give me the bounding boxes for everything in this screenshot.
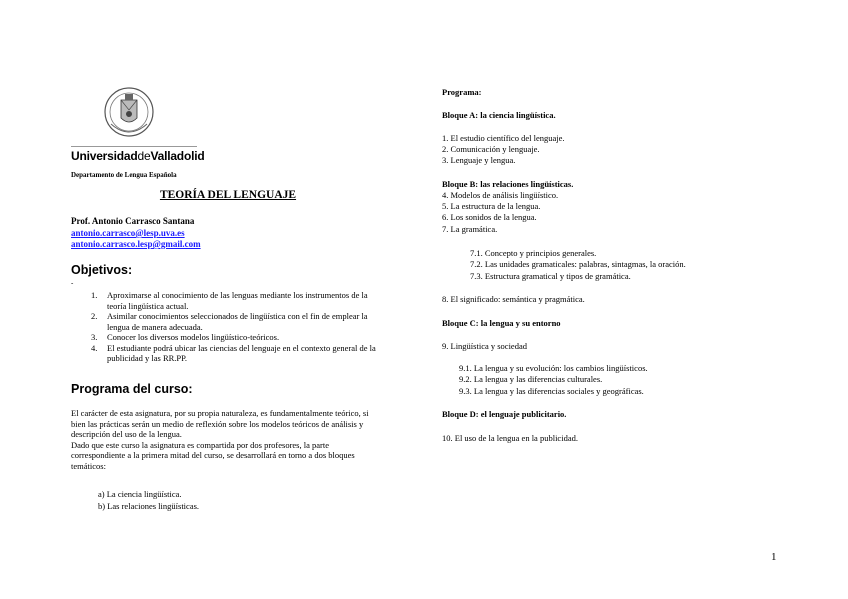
- list-item: 2. Comunicación y lenguaje.: [442, 144, 540, 154]
- course-title: TEORÍA DEL LENGUAJE: [159, 189, 297, 201]
- programa-curso-paragraph: [71, 408, 383, 472]
- university-seal-logo: [103, 84, 155, 144]
- programa-heading: Programa:: [442, 87, 482, 97]
- list-item: 9. Lingüística y sociedad: [442, 341, 527, 351]
- list-item: 4. El estudiante podrá ubicar las ciencias del lenguaje en el contexto general de la publicidad y las RR.PP.: [91, 342, 376, 363]
- list-item: 7. La gramática.: [442, 224, 498, 234]
- list-item: b) Las relaciones lingüísticas.: [98, 501, 200, 511]
- list-item: 9.3. La lengua y las diferencias sociales y geográficas.: [459, 386, 644, 396]
- objetivos-dash: -: [71, 279, 74, 287]
- list-item: 3. Lenguaje y lengua.: [442, 155, 516, 165]
- bloque-a-heading: Bloque A: la ciencia lingüística.: [442, 110, 556, 120]
- objetivos-heading: Objetivos:: [71, 263, 133, 277]
- list-item: 1. Aproximarse al conocimiento de las lenguas mediante los instrumentos de la teoría lingüística actual.: [91, 290, 368, 311]
- list-item: 2. Asimilar conocimientos seleccionados de lingüística con el fin de emplear la lengua de manera adecuada.: [91, 311, 368, 332]
- email-link-1[interactable]: antonio.carrasco@lesp.uva.es: [71, 228, 185, 238]
- paragraph-1: El carácter de esta asignatura, por su propia naturaleza, es fundamentalmente teórico, si bien las prácticas serán un medio de reflexión sobre los modelos teóricos de análisis y descripción del uso de la lengua.: [71, 408, 369, 440]
- list-item: 7.3. Estructura gramatical y tipos de gramática.: [470, 271, 631, 281]
- bloques-list: [98, 488, 199, 512]
- list-item: 7.1. Concepto y principios generales.: [470, 248, 597, 258]
- professor-name: Prof. Antonio Carrasco Santana: [71, 216, 195, 226]
- list-item: 3. Conocer los diversos modelos lingüístico-teóricos.: [91, 332, 280, 342]
- university-name: UniversidaddeValladolid: [71, 149, 205, 163]
- list-item: a) La ciencia lingüística.: [98, 489, 182, 499]
- list-item: 4. Modelos de análisis lingüístico.: [442, 190, 559, 200]
- bloque-d-heading: Bloque D: el lenguaje publicitario.: [442, 409, 567, 419]
- programa-curso-heading: Programa del curso:: [71, 382, 193, 396]
- list-item: 8. El significado: semántica y pragmática.: [442, 294, 585, 304]
- list-item: 9.1. La lengua y su evolución: los cambios lingüísticos.: [459, 363, 648, 373]
- list-item: 9.2. La lengua y las diferencias culturales.: [459, 374, 603, 384]
- list-item: 7.2. Las unidades gramaticales: palabras, sintagmas, la oración.: [470, 259, 686, 269]
- bloque-b-heading: Bloque B: las relaciones lingüísticas.: [442, 179, 574, 189]
- department-name: Departamento de Lengua Española: [71, 171, 177, 179]
- header-rule: [71, 146, 197, 147]
- list-item: 1. El estudio científico del lenguaje.: [442, 133, 565, 143]
- paragraph-2: Dado que este curso la asignatura es compartida por dos profesores, la parte correspondiente a la primera mitad del curso, se desarrollará en torno a dos bloques temáticos:: [71, 439, 355, 471]
- email-link-2[interactable]: antonio.carrasco.lesp@gmail.com: [71, 239, 201, 249]
- list-item: 10. El uso de la lengua en la publicidad.: [442, 433, 578, 443]
- list-item: 6. Los sonidos de la lengua.: [442, 212, 537, 222]
- bloque-c-heading: Bloque C: la lengua y su entorno: [442, 318, 561, 328]
- objetivos-list: [71, 290, 381, 364]
- list-item: 5. La estructura de la lengua.: [442, 201, 541, 211]
- page-number: 1: [771, 551, 777, 563]
